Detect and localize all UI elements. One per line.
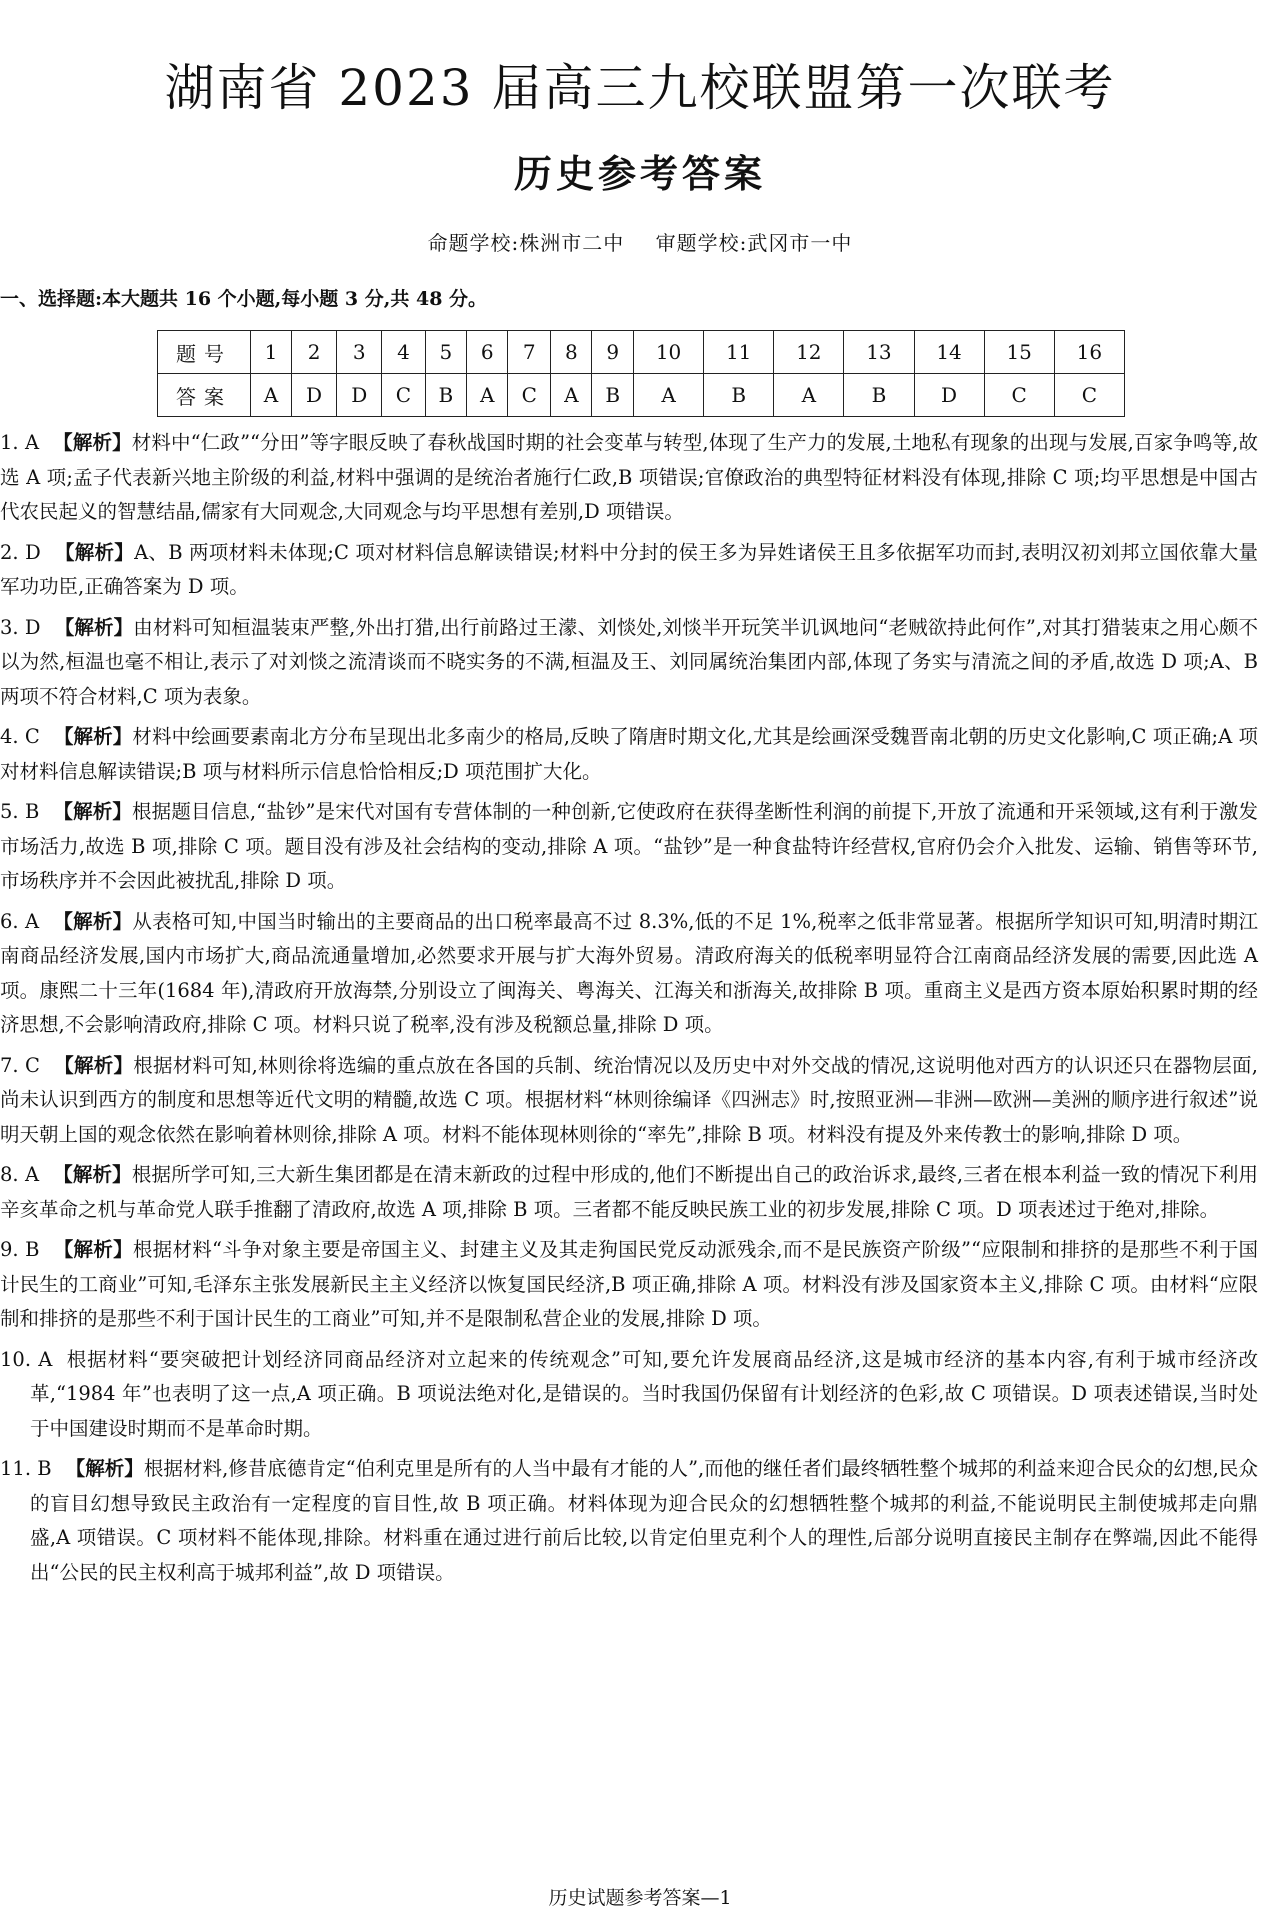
item-tag: 【解析】 — [54, 615, 134, 639]
answer-cell: A — [551, 374, 592, 417]
setter-school: 命题学校:株洲市二中 — [427, 231, 625, 255]
item-tag: 【解析】 — [53, 431, 132, 454]
item-answer: 11. B — [0, 1457, 52, 1480]
answer-cell: A — [467, 374, 508, 417]
item-tag: 【解析】 — [65, 1457, 144, 1480]
item-text: 根据材料,修昔底德肯定“伯利克里是所有的人当中最有才能的人”,而他的继任者们最终牺牲整个城邦的利益来迎合民众的幻想,民众的盲目幻想导致民主政治有一定程度的盲目性,故 B 项正确。材料体现为迎合民众的幻想牺牲整个城邦的利益,不能说明民主制使城邦走向鼎盛,A 项错误。C 项材料不能体现,排除。材料重在通过进行前后比较,以肯定伯里克利个人的理性,后部分说明直接民主制存在弊端,因此不能得出“公民的民主权利高于城邦利益”,故 D 项错误。 — [30, 1457, 1258, 1584]
question-number: 15 — [984, 331, 1054, 374]
answer-cell: B — [425, 374, 467, 417]
item-tag: 【解析】 — [53, 725, 133, 748]
item-text: 根据所学可知,三大新生集团都是在清末新政的过程中形成的,他们不断提出自己的政治诉求,最终,三者在根本利益一致的情况下利用辛亥革命之机与革命党人联手推翻了清政府,故选 A 项,排除 B 项。三者都不能反映民族工业的初步发展,排除 C 项。D 项表述过于绝对,排除。 — [0, 1163, 1258, 1221]
section-heading: 一、选择题:本大题共 16 个小题,每小题 3 分,共 48 分。 — [0, 288, 488, 310]
question-number: 9 — [592, 331, 634, 374]
question-number-row — [158, 331, 1125, 374]
item-answer: 3. D — [0, 615, 41, 639]
question-number: 14 — [914, 331, 984, 374]
question-number: 8 — [551, 331, 592, 374]
explanation-item — [0, 720, 1258, 789]
answer-cell: C — [508, 374, 551, 417]
item-text: 根据材料“斗争对象主要是帝国主义、封建主义及其走狗国民党反动派残余,而不是民族资产阶级”“应限制和排挤的是那些不利于国计民生的工商业”可知,毛泽东主张发展新民主主义经济以恢复国民经济,B 项正确,排除 A 项。材料没有涉及国家资本主义,排除 C 项。由材料“应限制和排挤的是那些不利于国计民生的工商业”可知,并不是限制私营企业的发展,排除 D 项。 — [0, 1238, 1258, 1330]
item-answer: 1. A — [0, 431, 40, 454]
answer-cell: A — [634, 374, 704, 417]
question-number: 7 — [508, 331, 551, 374]
answer-cell: C — [382, 374, 425, 417]
explanation-item — [0, 1049, 1258, 1153]
question-number: 12 — [774, 331, 844, 374]
item-tag: 【解析】 — [53, 1163, 132, 1186]
item-text: 根据材料“要突破把计划经济同商品经济对立起来的传统观念”可知,要允许发展商品经济,这是城市经济的基本内容,有利于城市经济改革,“1984 年”也表明了这一点,A 项正确。B 项说法绝对化,是错误的。当时我国仍保留有计划经济的色彩,故 C 项错误。D 项表述错误,当时处于中国建设时期而不是革命时期。 — [30, 1347, 1258, 1440]
item-text: 材料中“仁政”“分田”等字眼反映了春秋战国时期的社会变革与转型,体现了生产力的发展,土地私有现象的出现与发展,百家争鸣等,故选 A 项;孟子代表新兴地主阶级的利益,材料中强调的是统治者施行仁政,B 项错误;官僚政治的典型特征材料没有体现,排除 C 项;均平思想是中国古代农民起义的智慧结晶,儒家有大同观念,大同观念与均平思想有差别,D 项错误。 — [0, 431, 1258, 523]
item-text: A、B 两项材料未体现;C 项对材料信息解读错误;材料中分封的侯王多为异姓诸侯王且多依据军功而封,表明汉初刘邦立国依靠大量军功功臣,正确答案为 D 项。 — [0, 540, 1258, 598]
explanation-item — [0, 1452, 1258, 1590]
explanation-item — [0, 1233, 1258, 1337]
explanation-item — [0, 536, 1258, 605]
answer-cell: B — [704, 374, 774, 417]
explanation-item — [0, 611, 1258, 715]
row-label-answer: 答案 — [158, 374, 251, 417]
item-tag: 【解析】 — [53, 800, 133, 823]
item-answer: 5. B — [0, 800, 40, 823]
item-tag: 【解析】 — [53, 1053, 134, 1077]
explanation-item — [0, 426, 1258, 530]
item-text: 由材料可知桓温装束严整,外出打猎,出行前路过王濛、刘惔处,刘惔半开玩笑半讥讽地问“老贼欲持此何作”,对其打猎装束之用心颇不以为然,桓温也毫不相让,表示了对刘惔之流清谈而不晓实务的不满,桓温及王、刘同属统治集团内部,体现了务实与清流之间的矛盾,故选 D 项;A、B 两项不符合材料,C 项为表象。 — [0, 615, 1258, 708]
item-answer: 9. B — [0, 1238, 40, 1261]
question-number: 10 — [634, 331, 704, 374]
answer-cell: B — [844, 374, 914, 417]
answer-cell: D — [337, 374, 382, 417]
item-tag: 【解析】 — [53, 1238, 133, 1261]
explanation-item — [0, 1343, 1258, 1447]
document-title: 湖南省 2023 届高三九校联盟第一次联考 — [164, 59, 1116, 117]
explanation-item — [0, 1158, 1258, 1227]
row-label-number: 题号 — [158, 331, 251, 374]
document-subtitle: 历史参考答案 — [513, 151, 766, 196]
item-answer: 8. A — [0, 1163, 40, 1186]
answer-cell: C — [984, 374, 1054, 417]
school-info — [0, 227, 1280, 256]
question-number: 2 — [291, 331, 336, 374]
question-number: 5 — [425, 331, 467, 374]
answer-cell: B — [592, 374, 634, 417]
question-number: 11 — [704, 331, 774, 374]
question-number: 4 — [382, 331, 425, 374]
answer-cell: C — [1054, 374, 1124, 417]
explanation-item — [0, 905, 1258, 1043]
question-number: 13 — [844, 331, 914, 374]
item-tag: 【解析】 — [54, 540, 135, 564]
item-text: 从表格可知,中国当时输出的主要商品的出口税率最高不过 8.3%,低的不足 1%,税率之低非常显著。根据所学知识可知,明清时期江南商品经济发展,国内市场扩大,商品流通量增加,必然要求开展与扩大海外贸易。清政府海关的低税率明显符合江南商品经济发展的需要,因此选 A 项。康熙二十三年(1684 年),清政府开放海禁,分别设立了闽海关、粤海关、江海关和浙海关,故排除 B 项。重商主义是西方资本原始积累时期的经济思想,不会影响清政府,排除 C 项。材料只说了税率,没有涉及税额总量,排除 D 项。 — [0, 909, 1259, 1036]
answer-cell: A — [251, 374, 292, 417]
item-text: 材料中绘画要素南北方分布呈现出北多南少的格局,反映了隋唐时期文化,尤其是绘画深受魏晋南北朝的历史文化影响,C 项正确;A 项对材料信息解读错误;B 项与材料所示信息恰恰相反;D 项范围扩大化。 — [0, 725, 1258, 783]
item-text: 根据题目信息,“盐钞”是宋代对国有专营体制的一种创新,它使政府在获得垄断性利润的前提下,开放了流通和开采领域,这有利于激发市场活力,故选 B 项,排除 C 项。题目没有涉及社会结构的变动,排除 A 项。“盐钞”是一种食盐特许经营权,官府仍会介入批发、运输、销售等环节,市场秩序并不会因此被扰乱,排除 D 项。 — [0, 800, 1258, 892]
item-answer: 10. A — [0, 1347, 53, 1371]
answer-cell: A — [774, 374, 844, 417]
item-answer: 2. D — [0, 540, 41, 564]
item-text: 根据材料可知,林则徐将选编的重点放在各国的兵制、统治情况以及历史中对外交战的情况,这说明他对西方的认识还只在器物层面,尚未认识到西方的制度和思想等近代文明的精髓,故选 C 项。根据材料“林则徐编译《四洲志》时,按照亚洲—非洲—欧洲—美洲的顺序进行叙述”说明天朝上国的观念依然在影响着林则徐,排除 A 项。材料不能体现林则徐的“率先”,排除 B 项。材料没有提及外来传教士的影响,排除 D 项。 — [0, 1053, 1258, 1146]
explanation-list — [0, 426, 1258, 1596]
question-number: 1 — [251, 331, 292, 374]
item-answer: 7. C — [0, 1053, 40, 1077]
item-tag: 【解析】 — [53, 909, 133, 933]
question-number: 6 — [467, 331, 508, 374]
reviewer-school: 审题学校:武冈市一中 — [655, 231, 853, 255]
answer-cell: D — [914, 374, 984, 417]
page-footer: 历史试题参考答案—1 — [548, 1887, 732, 1909]
answer-row — [158, 374, 1125, 417]
item-answer: 4. C — [0, 725, 40, 748]
answer-table — [157, 330, 1125, 417]
item-answer: 6. A — [0, 909, 40, 933]
answer-cell: D — [291, 374, 336, 417]
question-number: 3 — [337, 331, 382, 374]
question-number: 16 — [1054, 331, 1124, 374]
explanation-item — [0, 795, 1258, 899]
